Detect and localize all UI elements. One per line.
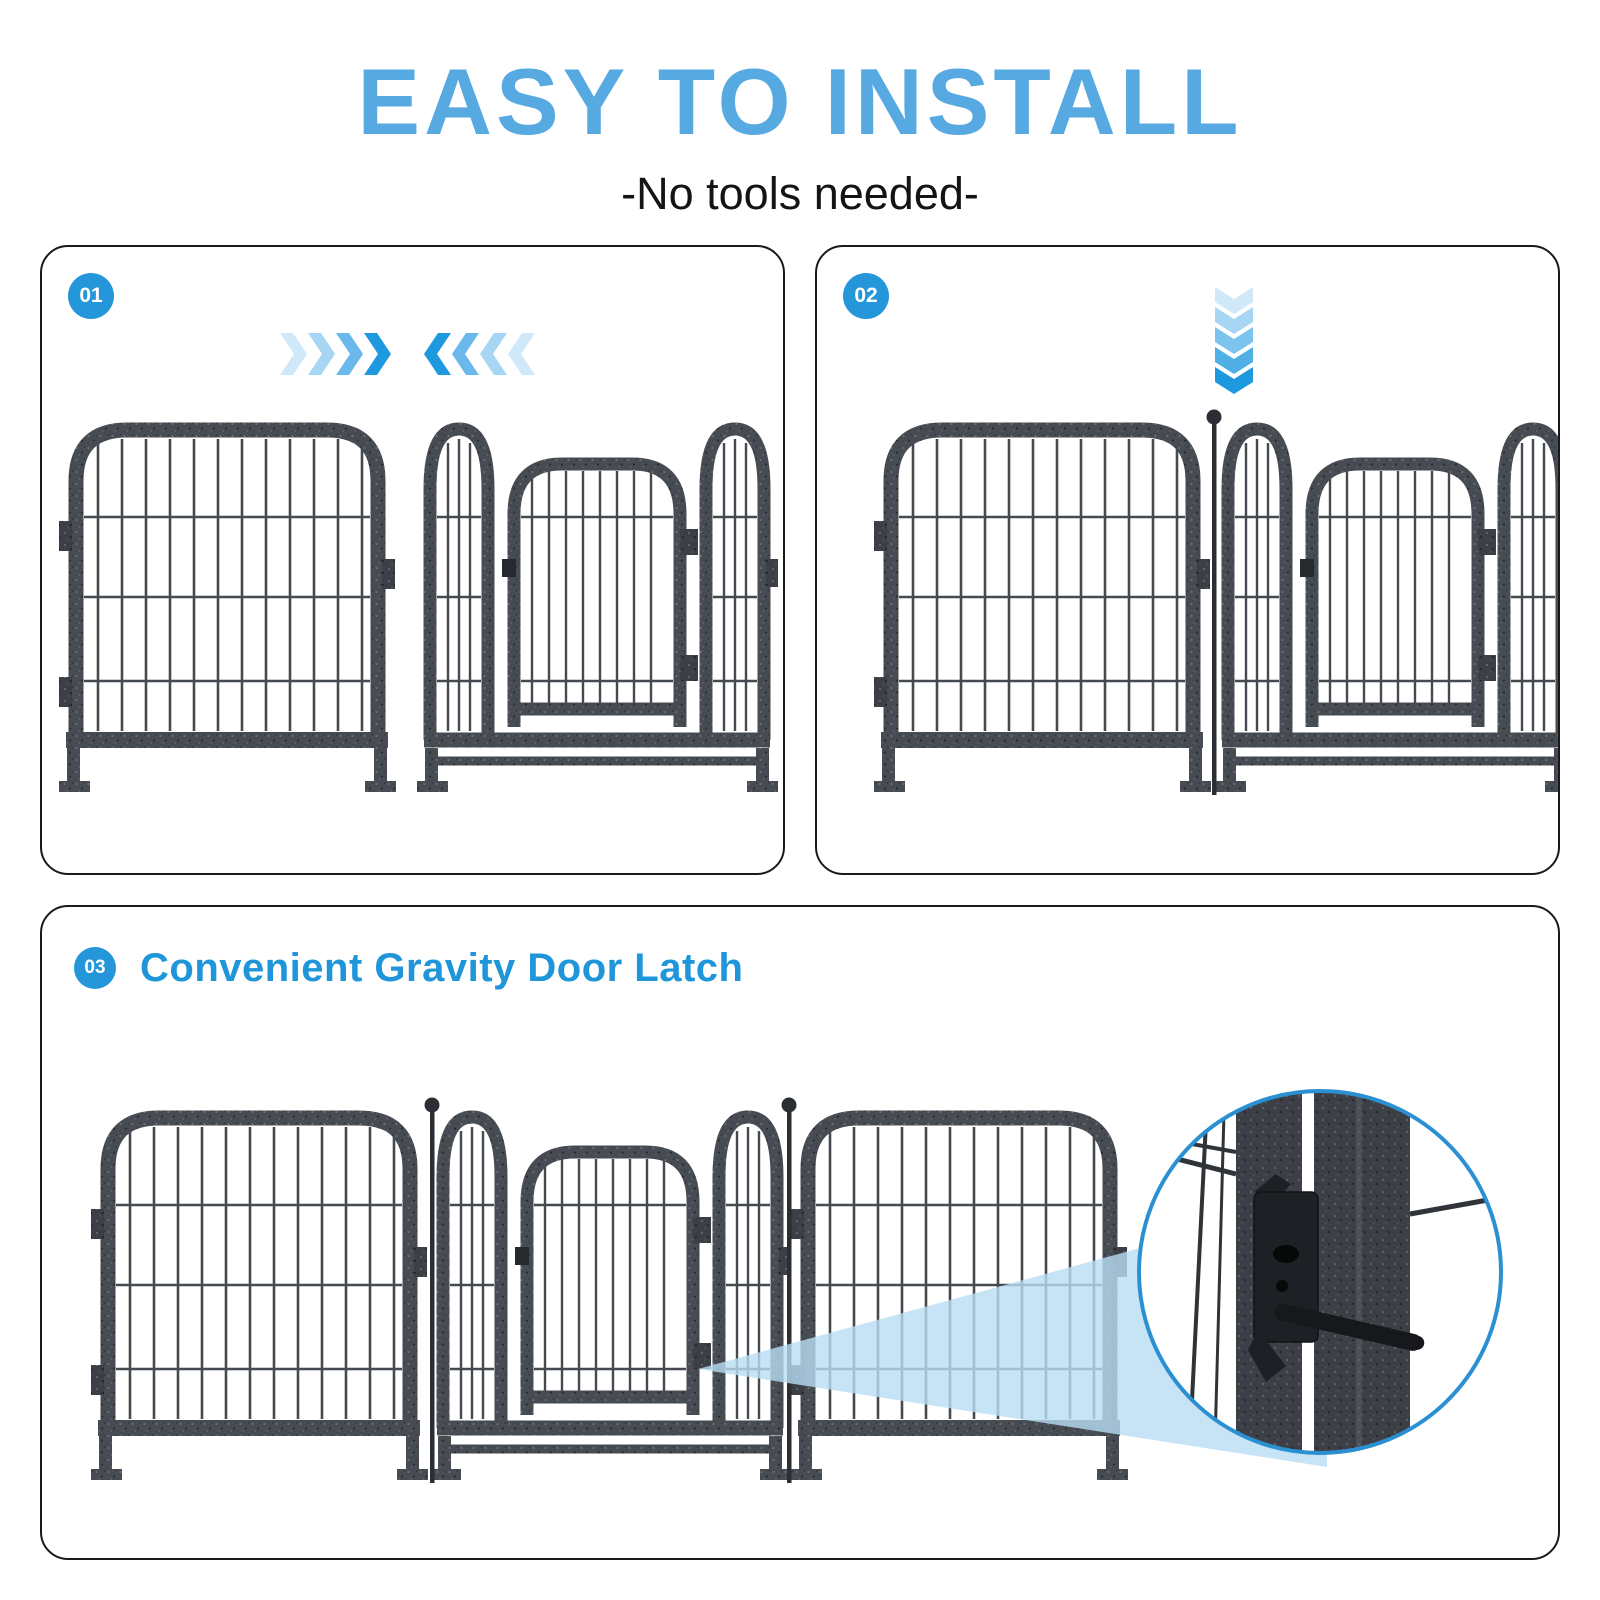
chevrons-right-icon — [280, 333, 391, 375]
magnifier-circle — [1139, 1087, 1501, 1459]
door-panel-assembly — [417, 429, 778, 792]
chevrons-left-icon — [424, 333, 535, 375]
connector-pin-icon — [1207, 410, 1222, 796]
step-01-panel — [40, 245, 785, 875]
large-fence-panel — [91, 1118, 428, 1480]
chevrons-down-icon — [1215, 287, 1253, 394]
step-03-badge: 03 — [74, 947, 116, 989]
step-02-illustration — [817, 247, 1560, 875]
step-01-badge: 01 — [68, 273, 114, 319]
page-title: EASY TO INSTALL — [357, 49, 1243, 154]
connector-pin-icon — [782, 1098, 797, 1484]
step-03-illustration — [42, 907, 1560, 1560]
door-panel-assembly — [1215, 429, 1560, 792]
step-03-panel — [40, 905, 1560, 1560]
step-03-label: Convenient Gravity Door Latch — [140, 946, 744, 990]
large-fence-panel — [874, 430, 1211, 792]
step-01-illustration — [42, 247, 785, 875]
step-02-badge: 02 — [843, 273, 889, 319]
step-02-panel — [815, 245, 1560, 875]
large-fence-panel — [59, 430, 396, 792]
door-panel-assembly — [430, 1117, 791, 1480]
page-subtitle: -No tools needed- — [621, 168, 979, 219]
